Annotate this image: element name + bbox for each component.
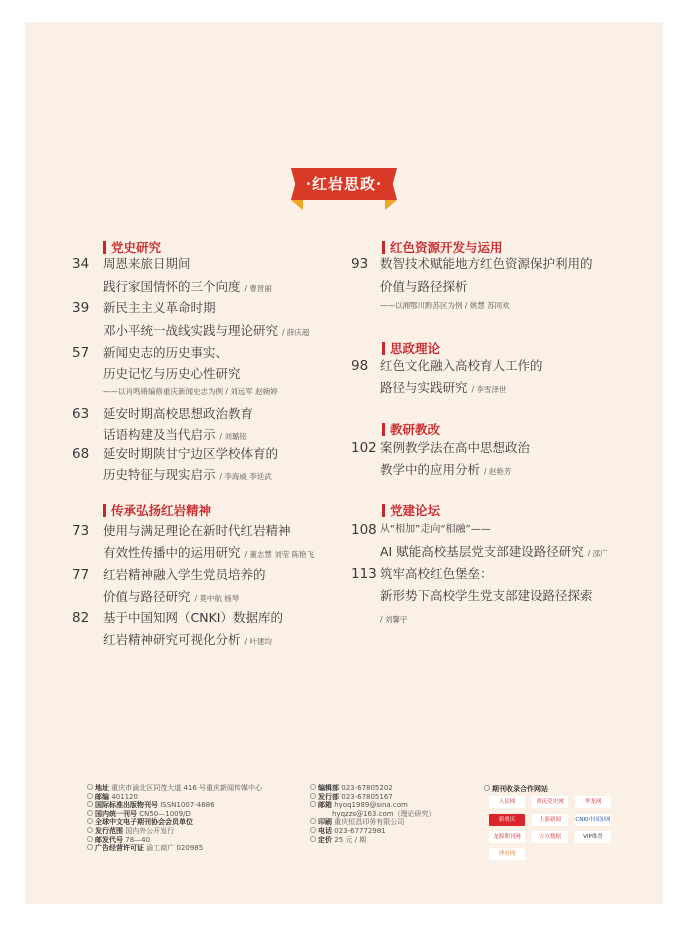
page-number: 113 — [351, 566, 377, 582]
article-title-line: 从“相加”走向“相融”—— — [380, 524, 491, 535]
article-author: / 李海威 李廷武 — [219, 472, 272, 481]
partner-logo-bookan[interactable]: 博看网 — [489, 848, 525, 860]
email-link[interactable]: hyqzzs@163.com（理论研究） — [332, 809, 436, 818]
section-title-red-rock-spirit: 传承弘扬红岩精神 — [103, 503, 211, 518]
partner-sites-title: 期刊收录合作网站 — [484, 784, 548, 794]
article-subtitle: ——以肖鸣锵编修重庆新闻史志为例 / 刘远军 赵婉婷 — [103, 387, 278, 396]
footer-row: 印刷 重庆恒昌印务有限公司 — [310, 818, 436, 827]
partner-logo-cq-party-history[interactable]: 重庆党史网 — [532, 796, 568, 808]
footer-row: 地址 重庆市渝北区同茂大道 416 号重庆新闻传媒中心 — [87, 784, 262, 793]
article-title-line: 历史特征与现实启示 / 李海威 李廷武 — [103, 467, 272, 482]
article-title-line: 筑牢高校红色堡垒： — [380, 566, 493, 581]
footer-row: 邮箱 hyoq1989@sina.com — [310, 801, 436, 810]
partner-logo-wanfang[interactable]: 万方数据 — [532, 831, 568, 843]
page-number: 93 — [351, 256, 369, 272]
article-author: / 薛庆超 — [282, 328, 310, 337]
article-author: / 叶建均 — [244, 637, 272, 646]
footer-row: 全球中文电子期刊协会会员单位 — [87, 818, 262, 827]
partner-logo-new-chongqing[interactable]: 新重庆 — [489, 814, 525, 826]
article-title-line: 延安时期陕甘宁边区学校体育的 — [103, 446, 279, 461]
partner-logo-longyuan[interactable]: 龙源期刊网 — [489, 831, 525, 843]
article-author: / 赵艳芳 — [484, 467, 512, 476]
article-title-line: 价值与路径研究 / 莫中航 杨琴 — [103, 589, 240, 604]
banner-title: ·红岩思政· — [305, 175, 383, 193]
article-title-line: 话语构建及当代启示 / 刘璐铭 — [103, 427, 247, 442]
article-title-line: 路径与实践研究 / 李雪泽世 — [380, 380, 507, 395]
article-title-line: 新闻史志的历史事实、 — [103, 345, 229, 360]
footer-row: 编辑部 023-67805202 — [310, 784, 436, 793]
article-subtitle: ——以湘鄂川黔苏区为例 / 姚慧 苏同欢 — [380, 301, 510, 310]
article-title-line: 基于中国知网（CNKI）数据库的 — [103, 610, 283, 625]
page-number: 34 — [72, 256, 90, 272]
footer-row: 国内统一刊号 CN50—1009/D — [87, 810, 262, 819]
partner-logo-cnki[interactable]: CNKI中国知网 — [575, 814, 611, 826]
article-author: / 刘馨宇 — [380, 615, 408, 624]
page-number: 82 — [72, 610, 90, 626]
footer-contact-info — [310, 784, 436, 844]
article-title-line: 红岩精神融入学生党员培养的 — [103, 567, 266, 582]
article-title-line: 历史记忆与历史心性研究 — [103, 366, 241, 381]
article-author: / 董志慧 刘莹 陈艳飞 — [244, 550, 315, 559]
article-title-line: 案例教学法在高中思想政治 — [380, 440, 531, 455]
article-author: / 刘璐铭 — [219, 432, 247, 441]
banner-fold-right — [385, 200, 397, 210]
article-title-line: 新民主主义革命时期 — [103, 300, 216, 315]
partner-logo-hualong[interactable]: 华龙网 — [575, 796, 611, 808]
partner-logo-upstream-news[interactable]: 上游新闻 — [532, 814, 568, 826]
article-author: / 李雪泽世 — [471, 385, 507, 394]
page-number: 77 — [72, 567, 90, 583]
page-number: 39 — [72, 300, 90, 316]
footer-row: 广告经营许可证 渝工商广 020985 — [87, 844, 262, 853]
section-title-party-building: 党建论坛 — [382, 503, 440, 518]
page-number: 73 — [72, 523, 90, 539]
section-banner — [283, 168, 405, 212]
partner-logo-vip[interactable]: VIP维普 — [575, 831, 611, 843]
section-title-theory: 思政理论 — [382, 341, 440, 356]
article-title-line: 有效性传播中的运用研究 / 董志慧 刘莹 陈艳飞 — [103, 545, 315, 560]
article-title-line: AI 赋能高校基层党支部建设路径研究 / 邵广 — [380, 544, 608, 559]
page-number: 63 — [72, 406, 90, 422]
email-link[interactable]: hyoq1989@sina.com — [334, 801, 408, 810]
footer-row: 发行范围 国内外公开发行 — [87, 827, 262, 836]
page-number: 68 — [72, 446, 90, 462]
partner-logo-people[interactable]: 人民网 — [489, 796, 525, 808]
article-title-line: 红岩精神研究可视化分析 / 叶建均 — [103, 632, 272, 647]
article-author: / 莫中航 杨琴 — [194, 594, 240, 603]
page-number: 102 — [351, 440, 377, 456]
section-title-teaching-reform: 教研教改 — [382, 422, 440, 437]
article-title-line: 新形势下高校学生党支部建设路径探索 — [380, 588, 593, 603]
article-author: / 曹晋丽 — [244, 284, 272, 293]
article-title-line: 红色文化融入高校育人工作的 — [380, 358, 543, 373]
footer-publication-info — [87, 784, 262, 853]
section-title-party-history: 党史研究 — [103, 240, 161, 255]
page-number: 108 — [351, 522, 377, 538]
footer-row: 邮发代号 78—40 — [87, 836, 262, 845]
article-author: / 邵广 — [587, 549, 608, 558]
article-title-line: 践行家国情怀的三个向度 / 曹晋丽 — [103, 279, 272, 294]
section-title-red-resources: 红色资源开发与运用 — [382, 240, 503, 255]
footer-row: 发行部 023-67805167 — [310, 793, 436, 802]
article-title-line: 数智技术赋能地方红色资源保护利用的 — [380, 256, 593, 271]
footer-row: 邮编 401120 — [87, 793, 262, 802]
article-title-line: 延安时期高校思想政治教育 — [103, 406, 254, 421]
footer-row: 电话 023-67772981 — [310, 827, 436, 836]
footer-row: 国际标准出版物刊号 ISSN1007-4686 — [87, 801, 262, 810]
article-title-line: 使用与满足理论在新时代红岩精神 — [103, 523, 291, 538]
banner-fold-left — [291, 200, 303, 210]
article-title-line: 价值与路径探析 — [380, 279, 468, 294]
footer-row: 定价 25 元 / 期 — [310, 836, 436, 845]
article-title-line: 周恩来旅日期间 — [103, 256, 191, 271]
page-number: 98 — [351, 358, 369, 374]
page-number: 57 — [72, 345, 90, 361]
article-title-line: 教学中的应用分析 / 赵艳芳 — [380, 462, 512, 477]
article-title-line: 邓小平统一战线实践与理论研究 / 薛庆超 — [103, 323, 310, 338]
